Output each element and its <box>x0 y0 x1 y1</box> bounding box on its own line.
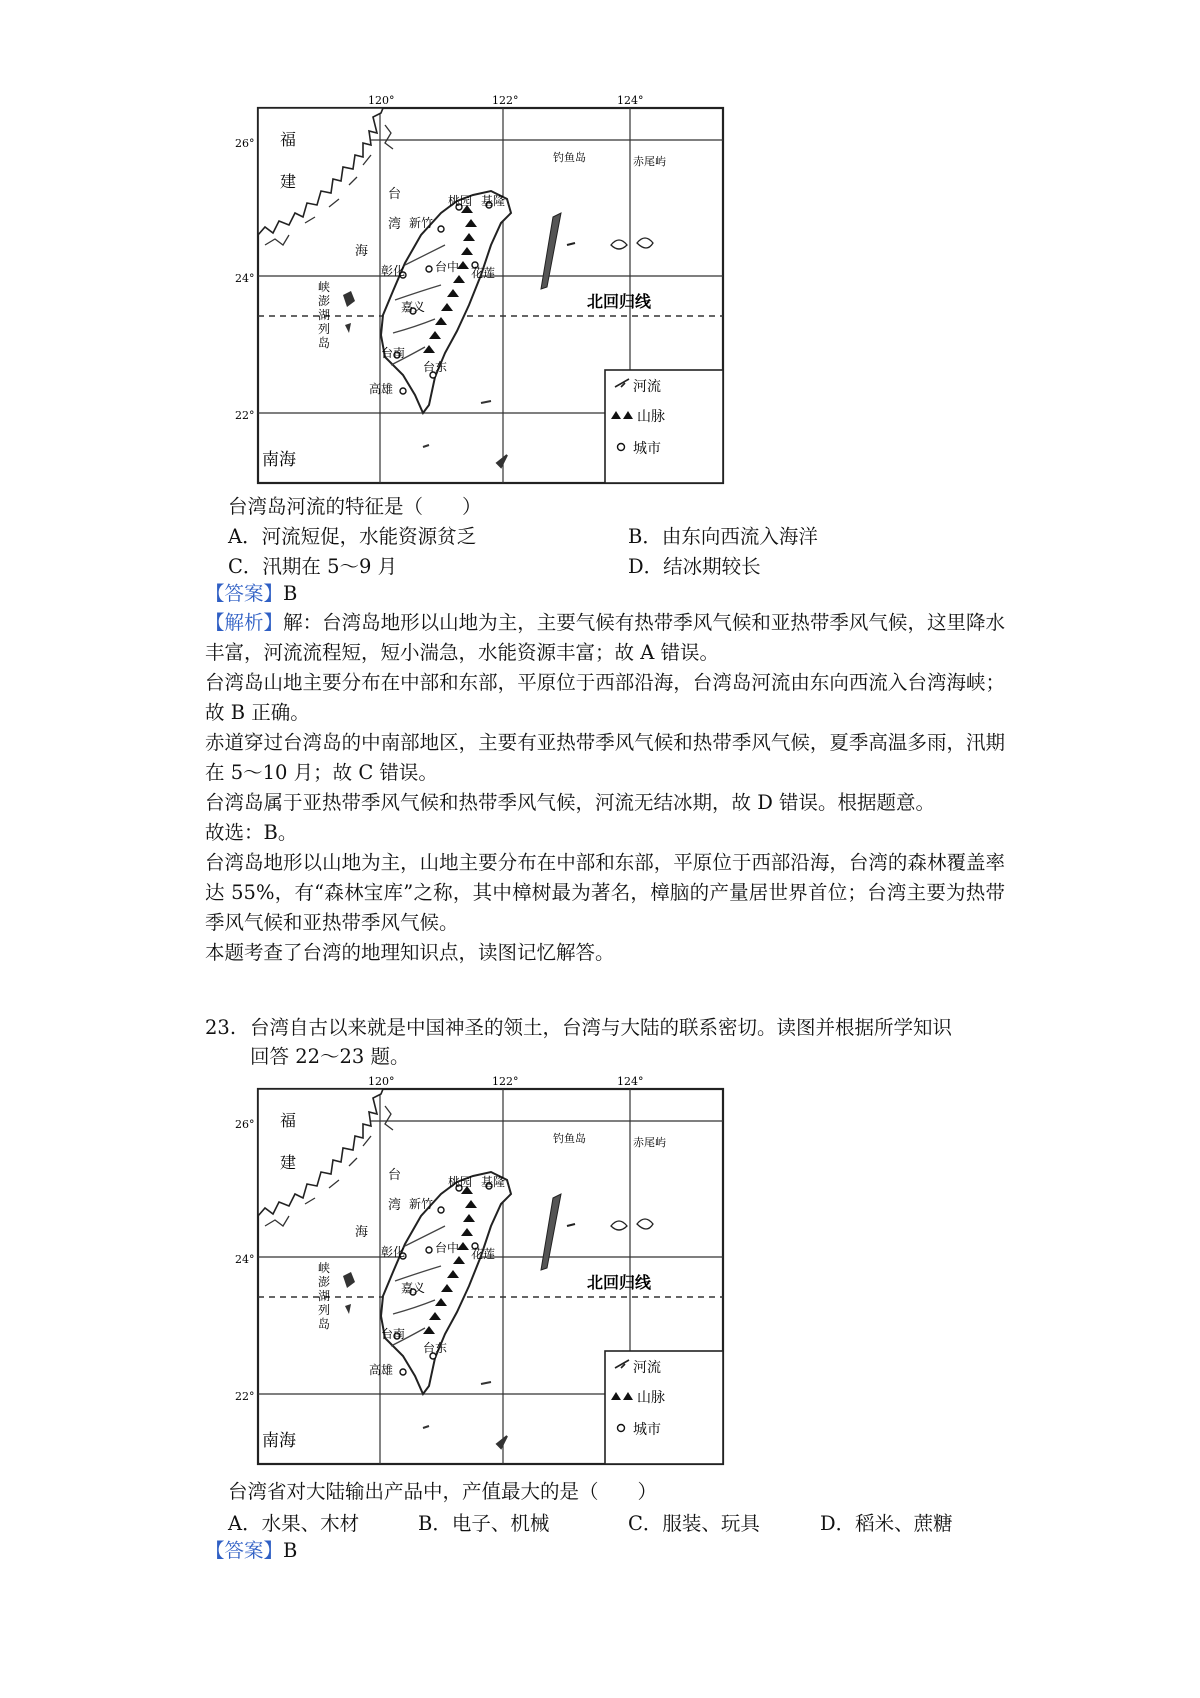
city-jilong: 基隆 <box>481 194 506 208</box>
city-xinzhu: 新竹 <box>409 216 434 230</box>
label-peng: 澎 <box>318 294 331 308</box>
city-hualian: 花莲 <box>471 1247 496 1261</box>
lon-label-122: 122° <box>492 1075 519 1088</box>
lon-label-124: 124° <box>617 94 644 107</box>
city-gaoxiong: 高雄 <box>369 1363 394 1377</box>
tropic-label: 北回归线 <box>587 292 652 311</box>
taiwan-map-2 <box>235 1075 730 1471</box>
city-taoyuan: 桃园 <box>448 1175 473 1189</box>
label-peng: 澎 <box>318 1275 331 1289</box>
q22-analysis-p2: 台湾岛山地主要分布在中部和东部，平原位于西部沿海，台湾岛河流由东向西流入台湾海峡；故 B 正确。 <box>205 671 1005 724</box>
island-chiwei: 赤尾屿 <box>633 1136 666 1149</box>
q22-answer: B <box>283 582 298 605</box>
taiwan-map-1 <box>235 94 730 490</box>
label-south-sea: 南海 <box>262 450 296 470</box>
q22-analysis-p7: 本题考查了台湾的地理知识点，读图记忆解答。 <box>205 941 615 964</box>
label-dao: 岛 <box>318 336 331 350</box>
q23-option-a[interactable]: A．水果、木材 <box>228 1512 360 1535</box>
city-taoyuan: 桃园 <box>448 194 473 208</box>
city-jiayi: 嘉义 <box>401 300 426 314</box>
lon-label-120: 120° <box>368 94 395 107</box>
legend-city: 城市 <box>633 441 661 457</box>
label-south-sea: 南海 <box>262 1431 296 1451</box>
label-xia: 峡 <box>318 1261 331 1275</box>
analysis-text-1: 解：台湾岛地形以山地为主，主要气候有热带季风气候和亚热带季风气候，这里降水丰富，河流流程短，短小湍急，水能资源丰富；故 A 错误。 <box>205 611 1005 664</box>
city-tainan: 台南 <box>381 346 406 360</box>
label-strait-tai: 台 <box>388 187 402 202</box>
taiwan-map-svg-2 <box>235 1075 730 1471</box>
taiwan-map-svg <box>235 94 730 490</box>
lat-label-22: 22° <box>235 409 255 422</box>
label-strait-hai: 海 <box>355 244 369 259</box>
q22-analysis-p4: 台湾岛属于亚热带季风气候和热带季风气候，河流无结冰期，故 D 错误。根据题意。 <box>205 791 936 814</box>
label-lie: 列 <box>318 1303 331 1317</box>
label-hu: 湖 <box>318 1289 331 1303</box>
label-fu: 福 <box>280 130 297 149</box>
city-taizhong: 台中 <box>435 260 460 274</box>
city-xinzhu: 新竹 <box>409 1197 434 1211</box>
legend-river: 河流 <box>633 1360 661 1376</box>
city-taidong: 台东 <box>423 360 448 374</box>
q22-option-a[interactable]: A．河流短促，水能资源贫乏 <box>228 525 477 548</box>
island-diaoyu: 钓鱼岛 <box>553 1132 586 1145</box>
q23-stem: 台湾省对大陆输出产品中，产值最大的是（ ） <box>228 1480 658 1503</box>
q22-stem: 台湾岛河流的特征是（ ） <box>228 495 482 518</box>
label-jian: 建 <box>280 172 297 191</box>
city-jilong: 基隆 <box>481 1175 506 1189</box>
city-zhanghua: 彰化 <box>381 1245 406 1259</box>
q22-analysis-p1 <box>205 608 1005 668</box>
label-strait-tai: 台 <box>388 1168 402 1183</box>
q22-option-d[interactable]: D．结冰期较长 <box>628 555 761 578</box>
q22-analysis-p6: 台湾岛地形以山地为主，山地主要分布在中部和东部，平原位于西部沿海，台湾的森林覆盖率达 55%，有“森林宝库”之称，其中樟树最为著名，樟脑的产量居世界首位；台湾主要为热带季风气候和亚热带季风气候。 <box>205 851 1005 934</box>
q23-answer-line <box>205 1537 297 1565</box>
lat-label-26: 26° <box>235 137 255 150</box>
label-dao: 岛 <box>318 1317 331 1331</box>
lon-label-120: 120° <box>368 1075 395 1088</box>
label-strait-wan: 湾 <box>388 217 402 232</box>
q22-option-c[interactable]: C．汛期在 5～9 月 <box>228 555 398 578</box>
lon-label-122: 122° <box>492 94 519 107</box>
city-hualian: 花莲 <box>471 266 496 280</box>
label-xia: 峡 <box>318 280 331 294</box>
label-hu: 湖 <box>318 308 331 322</box>
answer-tag: 【答案】 <box>205 1539 284 1562</box>
tropic-label: 北回归线 <box>587 1273 652 1292</box>
q23-option-b[interactable]: B．电子、机械 <box>418 1512 550 1535</box>
island-chiwei: 赤尾屿 <box>633 155 666 168</box>
legend-river: 河流 <box>633 379 661 395</box>
city-tainan: 台南 <box>381 1327 406 1341</box>
legend-mountain: 山脉 <box>637 1390 665 1406</box>
analysis-tag: 【解析】 <box>205 611 284 634</box>
q22-analysis-p5: 故选：B。 <box>205 821 298 844</box>
answer-tag: 【答案】 <box>205 582 284 605</box>
q23-intro-line2: 回答 22～23 题。 <box>250 1045 410 1068</box>
lat-label-22: 22° <box>235 1390 255 1403</box>
lat-label-26: 26° <box>235 1118 255 1131</box>
label-lie: 列 <box>318 322 331 336</box>
q23-number: 23. <box>205 1016 237 1039</box>
q23-intro-line1: 台湾自古以来就是中国神圣的领土，台湾与大陆的联系密切。读图并根据所学知识 <box>250 1016 953 1039</box>
legend-mountain: 山脉 <box>637 409 665 425</box>
q23-option-c[interactable]: C．服装、玩具 <box>628 1512 760 1535</box>
q23-answer: B <box>283 1539 298 1562</box>
q22-analysis-p3: 赤道穿过台湾岛的中南部地区，主要有亚热带季风气候和热带季风气候，夏季高温多雨，汛期在 5～10 月；故 C 错误。 <box>205 731 1005 784</box>
city-taizhong: 台中 <box>435 1241 460 1255</box>
city-zhanghua: 彰化 <box>381 264 406 278</box>
q23-option-d[interactable]: D．稻米、蔗糖 <box>820 1512 953 1535</box>
label-strait-wan: 湾 <box>388 1198 402 1213</box>
city-jiayi: 嘉义 <box>401 1281 426 1295</box>
city-gaoxiong: 高雄 <box>369 382 394 396</box>
label-strait-hai: 海 <box>355 1225 369 1240</box>
lon-label-124: 124° <box>617 1075 644 1088</box>
q22-option-b[interactable]: B．由东向西流入海洋 <box>628 525 818 548</box>
lat-label-24: 24° <box>235 272 255 285</box>
city-taidong: 台东 <box>423 1341 448 1355</box>
q22-answer-line <box>205 580 297 608</box>
label-fu: 福 <box>280 1111 297 1130</box>
island-diaoyu: 钓鱼岛 <box>553 151 586 164</box>
legend-city: 城市 <box>633 1422 661 1438</box>
lat-label-24: 24° <box>235 1253 255 1266</box>
label-jian: 建 <box>280 1153 297 1172</box>
